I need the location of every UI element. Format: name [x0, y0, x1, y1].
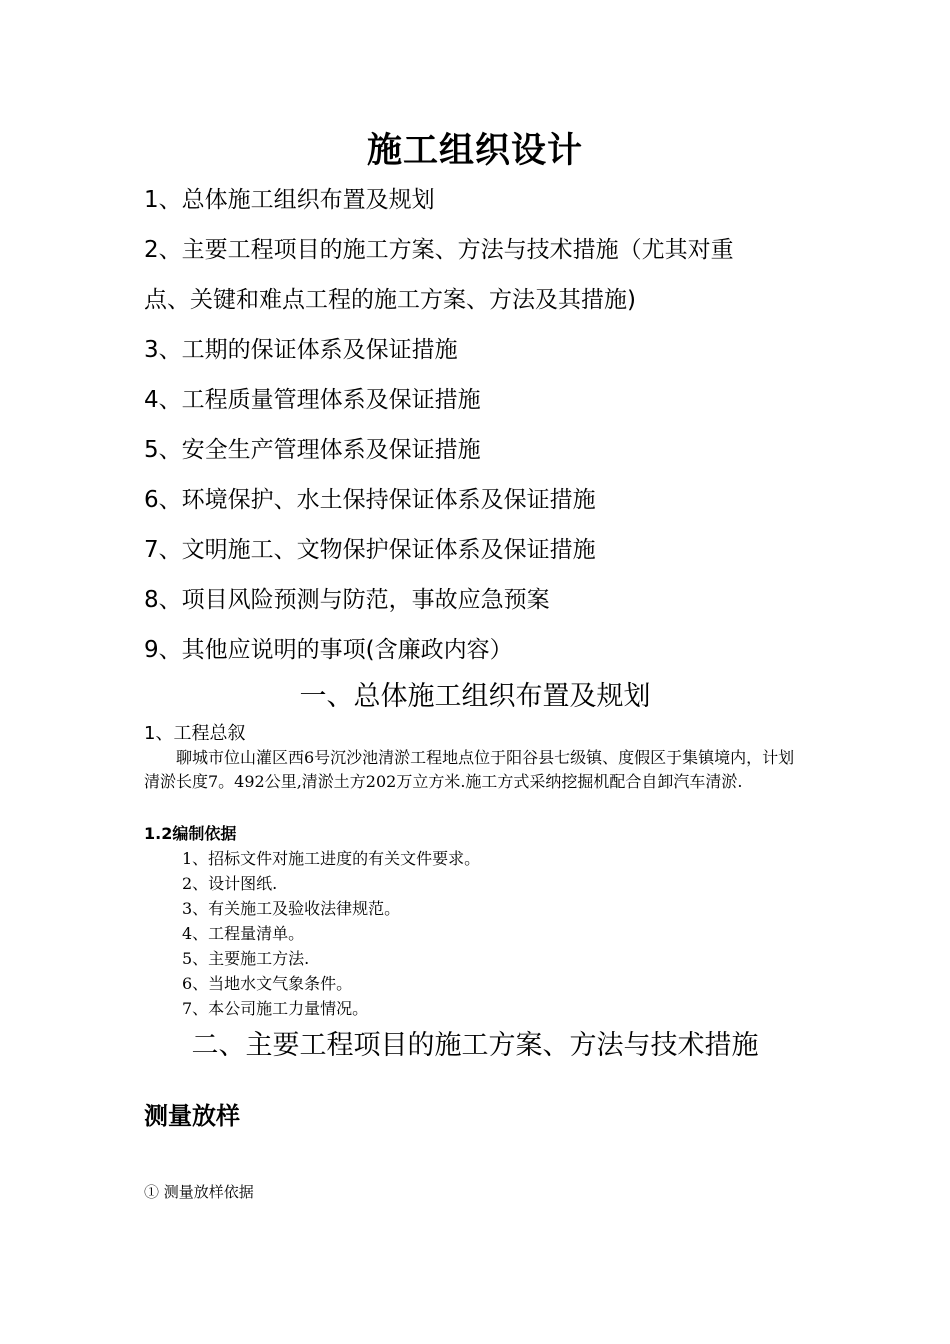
overview-heading: 1、工程总叙: [144, 723, 246, 744]
table-of-contents: [144, 175, 824, 675]
toc-item-2: 2、主要工程项目的施工方案、方法与技术措施（尤其对重: [144, 237, 734, 263]
section-2-heading: 二、主要工程项目的施工方案、方法与技术措施: [191, 1030, 759, 1061]
basis-item: 6、当地水文气象条件。: [182, 974, 353, 993]
document-title: 施工组织设计: [366, 131, 583, 171]
basis-item: 7、本公司施工力量情况。: [182, 999, 369, 1018]
toc-item-4: 4、工程质量管理体系及保证措施: [144, 387, 481, 413]
basis-list: [182, 846, 480, 1021]
section-1-heading: 一、总体施工组织布置及规划: [299, 681, 651, 712]
overview-paragraph: 聊城市位山灌区西6号沉沙池清淤工程地点位于阳谷县七级镇、度假区于集镇境内，计划清淤长度7。492公里,清淤土方202万立方米.施工方式采纳挖掘机配合自卸汽车清淤.: [144, 748, 795, 791]
toc-item-7: 7、文明施工、文物保护保证体系及保证措施: [144, 537, 596, 563]
toc-item-6: 6、环境保护、水土保持保证体系及保证措施: [144, 487, 596, 513]
measure-basis: ① 测量放样依据: [144, 1183, 254, 1201]
basis-item: 2、设计图纸.: [182, 874, 278, 893]
toc-item-5: 5、安全生产管理体系及保证措施: [144, 437, 481, 463]
basis-heading: 1.2编制依据: [144, 824, 237, 843]
basis-item: 5、主要施工方法.: [182, 949, 310, 968]
basis-item: 1、招标文件对施工进度的有关文件要求。: [182, 849, 481, 868]
toc-item-1: 1、总体施工组织布置及规划: [144, 187, 435, 213]
toc-item-2-continued: 点、关键和难点工程的施工方案、方法及其措施): [144, 287, 636, 313]
basis-item: 4、工程量清单。: [182, 924, 305, 943]
toc-item-3: 3、工期的保证体系及保证措施: [144, 337, 458, 363]
toc-item-8: 8、项目风险预测与防范，事故应急预案: [144, 587, 550, 613]
basis-item: 3、有关施工及验收法律规范。: [182, 899, 401, 918]
toc-item-9: 9、其他应说明的事项(含廉政内容）: [144, 637, 513, 663]
measure-heading: 测量放样: [144, 1102, 240, 1130]
